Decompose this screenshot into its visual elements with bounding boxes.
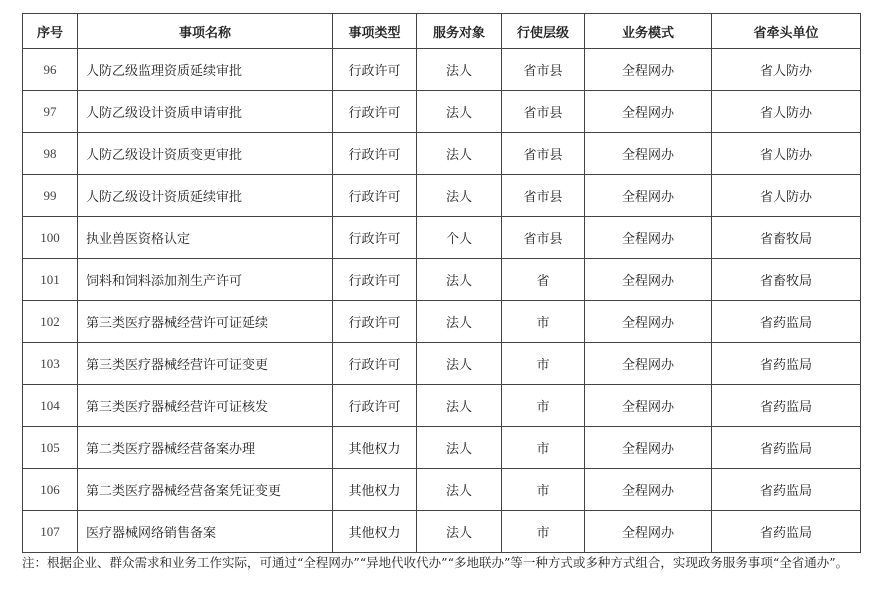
- cell-col-type: 其他权力: [333, 427, 417, 469]
- cell-col-level: 市: [502, 301, 585, 343]
- cell-col-name: 医疗器械网络销售备案: [78, 511, 333, 553]
- cell-col-target: 法人: [417, 301, 502, 343]
- cell-col-mode: 全程网办: [585, 175, 712, 217]
- cell-col-mode: 全程网办: [585, 217, 712, 259]
- table-row: [23, 259, 861, 301]
- cell-col-unit: 省药监局: [712, 343, 861, 385]
- header-col-target: 服务对象: [417, 14, 502, 49]
- cell-col-mode: 全程网办: [585, 385, 712, 427]
- cell-col-name: 第三类医疗器械经营许可证核发: [78, 385, 333, 427]
- cell-col-target: 个人: [417, 217, 502, 259]
- table-row: [23, 217, 861, 259]
- header-col-name: 事项名称: [78, 14, 333, 49]
- cell-col-mode: 全程网办: [585, 91, 712, 133]
- cell-col-type: 行政许可: [333, 259, 417, 301]
- cell-col-index: 100: [23, 217, 78, 259]
- cell-col-target: 法人: [417, 427, 502, 469]
- cell-col-name: 第三类医疗器械经营许可证变更: [78, 343, 333, 385]
- cell-col-unit: 省药监局: [712, 427, 861, 469]
- cell-col-unit: 省人防办: [712, 91, 861, 133]
- cell-col-unit: 省人防办: [712, 133, 861, 175]
- table-row: [23, 301, 861, 343]
- cell-col-index: 102: [23, 301, 78, 343]
- cell-col-type: 行政许可: [333, 301, 417, 343]
- cell-col-target: 法人: [417, 343, 502, 385]
- cell-col-target: 法人: [417, 91, 502, 133]
- cell-col-index: 105: [23, 427, 78, 469]
- cell-col-mode: 全程网办: [585, 469, 712, 511]
- footnote: 注：根据企业、群众需求和业务工作实际，可通过“全程网办”“异地代收代办”“多地联办”等一种方式或多种方式组合，实现政务服务事项“全省通办”。: [22, 555, 849, 570]
- cell-col-index: 96: [23, 49, 78, 91]
- cell-col-level: 省市县: [502, 49, 585, 91]
- header-col-mode: 业务模式: [585, 14, 712, 49]
- cell-col-index: 97: [23, 91, 78, 133]
- cell-col-name: 人防乙级设计资质变更审批: [78, 133, 333, 175]
- cell-col-target: 法人: [417, 511, 502, 553]
- cell-col-mode: 全程网办: [585, 511, 712, 553]
- cell-col-target: 法人: [417, 175, 502, 217]
- cell-col-level: 市: [502, 511, 585, 553]
- cell-col-mode: 全程网办: [585, 343, 712, 385]
- cell-col-target: 法人: [417, 385, 502, 427]
- cell-col-unit: 省畜牧局: [712, 217, 861, 259]
- table-row: [23, 175, 861, 217]
- cell-col-name: 第二类医疗器械经营备案办理: [78, 427, 333, 469]
- cell-col-type: 其他权力: [333, 511, 417, 553]
- cell-col-level: 省市县: [502, 217, 585, 259]
- cell-col-index: 106: [23, 469, 78, 511]
- header-col-index: 序号: [23, 14, 78, 49]
- cell-col-unit: 省畜牧局: [712, 259, 861, 301]
- cell-col-unit: 省药监局: [712, 301, 861, 343]
- cell-col-name: 饲料和饲料添加剂生产许可: [78, 259, 333, 301]
- cell-col-unit: 省人防办: [712, 175, 861, 217]
- cell-col-target: 法人: [417, 469, 502, 511]
- header-col-type: 事项类型: [333, 14, 417, 49]
- cell-col-unit: 省药监局: [712, 469, 861, 511]
- cell-col-type: 行政许可: [333, 343, 417, 385]
- cell-col-name: 执业兽医资格认定: [78, 217, 333, 259]
- table-row: [23, 133, 861, 175]
- table-row: [23, 343, 861, 385]
- cell-col-level: 省市县: [502, 91, 585, 133]
- cell-col-unit: 省人防办: [712, 49, 861, 91]
- cell-col-level: 市: [502, 343, 585, 385]
- table-row: [23, 511, 861, 553]
- cell-col-name: 第二类医疗器械经营备案凭证变更: [78, 469, 333, 511]
- cell-col-unit: 省药监局: [712, 385, 861, 427]
- table-row: [23, 91, 861, 133]
- cell-col-mode: 全程网办: [585, 133, 712, 175]
- cell-col-level: 省市县: [502, 133, 585, 175]
- cell-col-name: 人防乙级设计资质延续审批: [78, 175, 333, 217]
- cell-col-type: 行政许可: [333, 217, 417, 259]
- cell-col-type: 行政许可: [333, 385, 417, 427]
- cell-col-index: 107: [23, 511, 78, 553]
- cell-col-name: 人防乙级设计资质申请审批: [78, 91, 333, 133]
- table-row: [23, 469, 861, 511]
- cell-col-target: 法人: [417, 259, 502, 301]
- cell-col-type: 行政许可: [333, 91, 417, 133]
- header-row: [23, 14, 861, 49]
- cell-col-index: 99: [23, 175, 78, 217]
- cell-col-name: 人防乙级监理资质延续审批: [78, 49, 333, 91]
- cell-col-unit: 省药监局: [712, 511, 861, 553]
- cell-col-level: 省市县: [502, 175, 585, 217]
- cell-col-index: 101: [23, 259, 78, 301]
- cell-col-mode: 全程网办: [585, 427, 712, 469]
- cell-col-level: 市: [502, 385, 585, 427]
- header-col-unit: 省牵头单位: [712, 14, 861, 49]
- cell-col-level: 市: [502, 469, 585, 511]
- table-row: [23, 385, 861, 427]
- cell-col-type: 行政许可: [333, 49, 417, 91]
- cell-col-type: 行政许可: [333, 175, 417, 217]
- cell-col-mode: 全程网办: [585, 301, 712, 343]
- cell-col-level: 市: [502, 427, 585, 469]
- header-col-level: 行使层级: [502, 14, 585, 49]
- cell-col-level: 省: [502, 259, 585, 301]
- cell-col-type: 行政许可: [333, 133, 417, 175]
- cell-col-type: 其他权力: [333, 469, 417, 511]
- cell-col-index: 98: [23, 133, 78, 175]
- cell-col-target: 法人: [417, 133, 502, 175]
- table-row: [23, 49, 861, 91]
- cell-col-index: 104: [23, 385, 78, 427]
- matters-table: [22, 13, 861, 553]
- cell-col-mode: 全程网办: [585, 49, 712, 91]
- table-row: [23, 427, 861, 469]
- cell-col-mode: 全程网办: [585, 259, 712, 301]
- cell-col-name: 第三类医疗器械经营许可证延续: [78, 301, 333, 343]
- cell-col-target: 法人: [417, 49, 502, 91]
- cell-col-index: 103: [23, 343, 78, 385]
